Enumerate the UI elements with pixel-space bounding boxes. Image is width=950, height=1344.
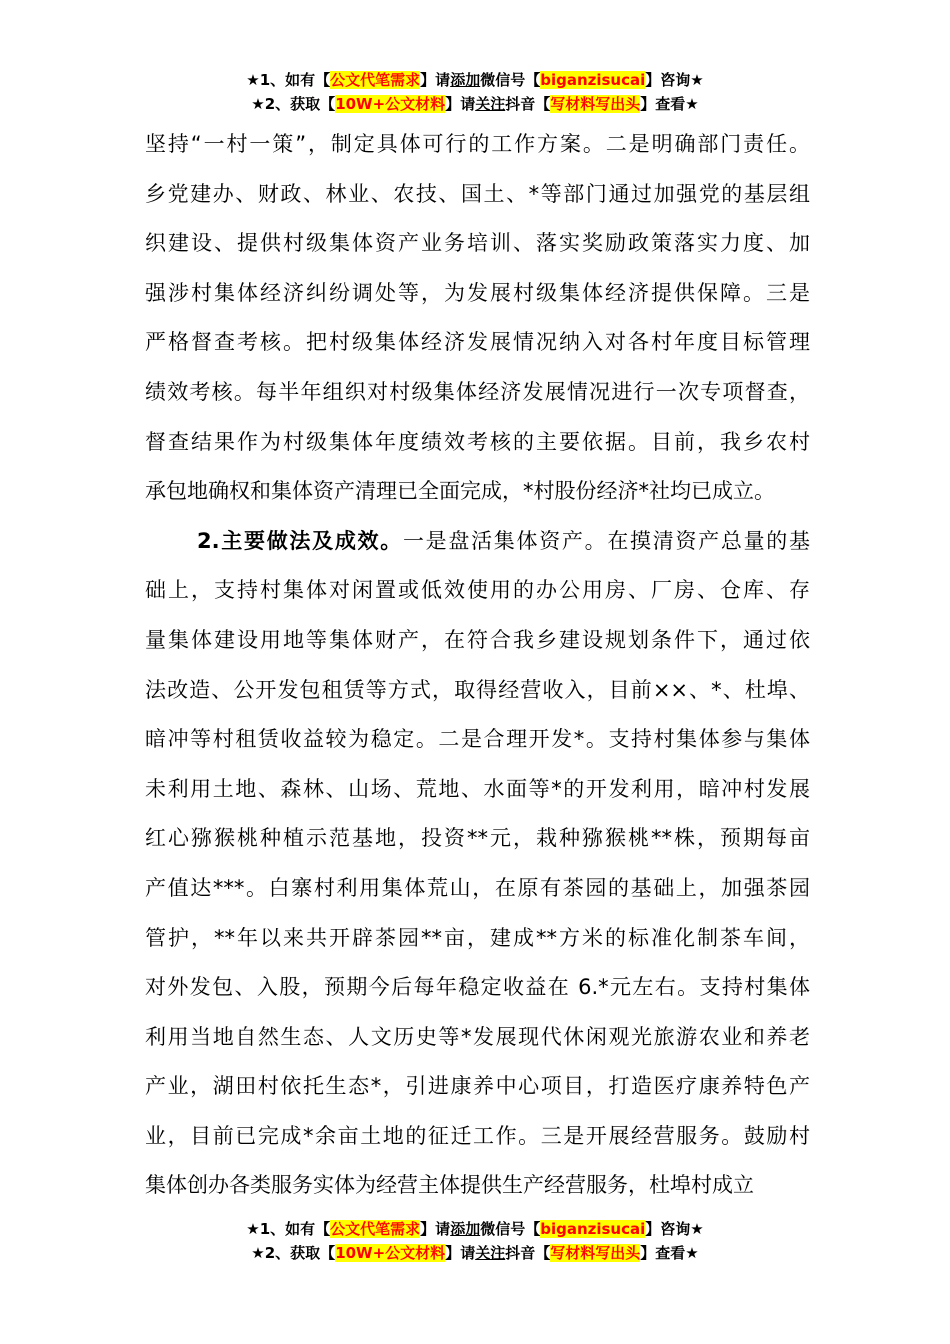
body-line: 严格督查考核。把村级集体经济发展情况纳入对各村年度目标管理 [145, 330, 810, 355]
body-line: 绩效考核。每半年组织对村级集体经济发展情况进行一次专项督查， [145, 379, 810, 404]
banner-line-2 [0, 92, 950, 116]
body-line: 利用当地自然生态、人文历史等*发展现代休闲观光旅游农业和养老 [145, 1024, 810, 1049]
banner-text: 】咨询★ [645, 1220, 704, 1238]
body-line: 暗冲等村租赁收益较为稳定。二是合理开发*。支持村集体参与集体 [145, 727, 810, 752]
banner-highlight: 10W+公文材料 [335, 1244, 446, 1262]
banner-highlight: 写材料写出头 [550, 95, 641, 113]
banner-underlined: 关注 [475, 1244, 506, 1262]
banner-text: 】请 [420, 1220, 451, 1238]
banner-text: ★2、获取【 [251, 95, 336, 113]
banner-text: ★1、如有【 [246, 1220, 331, 1238]
section-heading-rest: 一是盘活集体资产。在摸清资产总量的基 [402, 528, 811, 553]
banner-highlight: 公文代笔需求 [330, 71, 421, 89]
body-line: 业，目前已完成*余亩土地的征迁工作。三是开展经营服务。鼓励村 [145, 1123, 810, 1148]
document-body [145, 120, 810, 1211]
banner-underlined: 添加 [450, 1220, 481, 1238]
body-line: 对外发包、入股，预期今后每年稳定收益在 6.*元左右。支持村集体 [145, 975, 810, 1000]
body-line: 强涉村集体经济纠纷调处等，为发展村级集体经济提供保障。三是 [145, 280, 810, 305]
body-line: 承包地确权和集体资产清理已全面完成，*村股份经济*社均已成立。 [145, 479, 775, 504]
banner-highlight: 10W+公文材料 [335, 95, 446, 113]
banner-highlight: 写材料写出头 [550, 1244, 641, 1262]
banner-text: 抖音【 [505, 95, 551, 113]
banner-highlight: biganzisucai [540, 71, 646, 89]
body-line: 集体创办各类服务实体为经营主体提供生产经营服务，杜埠村成立 [145, 1173, 754, 1198]
body-line: 础上，支持村集体对闲置或低效使用的办公用房、厂房、仓库、存 [145, 578, 810, 603]
banner-text: 抖音【 [505, 1244, 551, 1262]
banner-text: 】查看★ [640, 95, 699, 113]
section-heading: 2.主要做法及成效。 [197, 528, 403, 553]
banner-text: ★1、如有【 [246, 71, 331, 89]
body-line: 坚持“一村一策”，制定具体可行的工作方案。二是明确部门责任。 [145, 132, 810, 156]
body-line: 织建设、提供村级集体资产业务培训、落实奖励政策落实力度、加 [145, 231, 810, 256]
banner-underlined: 关注 [475, 95, 506, 113]
banner-line-1 [0, 68, 950, 92]
header-banner [0, 68, 950, 116]
body-line: 管护，**年以来共开辟茶园**亩，建成**方米的标准化制茶车间， [145, 925, 810, 950]
banner-highlight: biganzisucai [540, 1220, 646, 1238]
body-line: 产业，湖田村依托生态*，引进康养中心项目，打造医疗康养特色产 [145, 1074, 810, 1099]
section-heading-line [145, 517, 810, 567]
banner-line-1 [0, 1217, 950, 1241]
body-line: 量集体建设用地等集体财产，在符合我乡建设规划条件下，通过依 [145, 627, 810, 652]
body-line: 法改造、公开发包租赁等方式，取得经营收入，目前××、*、杜埠、 [145, 677, 810, 702]
banner-text: 】请 [420, 71, 451, 89]
body-line: 督查结果作为村级集体年度绩效考核的主要依据。目前，我乡农村 [145, 429, 810, 454]
banner-underlined: 添加 [450, 71, 481, 89]
banner-text: 】咨询★ [645, 71, 704, 89]
body-line: 红心猕猴桃种植示范基地，投资**元，栽种猕猴桃**株，预期每亩 [145, 826, 810, 851]
banner-text: 】请 [445, 1244, 476, 1262]
footer-banner [0, 1217, 950, 1265]
body-line: 产值达***。白寨村利用集体荒山，在原有茶园的基础上，加强茶园 [145, 875, 810, 900]
banner-text: 微信号【 [480, 1220, 541, 1238]
body-line: 乡党建办、财政、林业、农技、国土、*等部门通过加强党的基层组 [145, 181, 810, 206]
banner-highlight: 公文代笔需求 [330, 1220, 421, 1238]
body-line: 未利用土地、森林、山场、荒地、水面等*的开发利用，暗冲村发展 [145, 776, 810, 801]
banner-line-2 [0, 1241, 950, 1265]
banner-text: 微信号【 [480, 71, 541, 89]
banner-text: 】请 [445, 95, 476, 113]
banner-text: ★2、获取【 [251, 1244, 336, 1262]
banner-text: 】查看★ [640, 1244, 699, 1262]
